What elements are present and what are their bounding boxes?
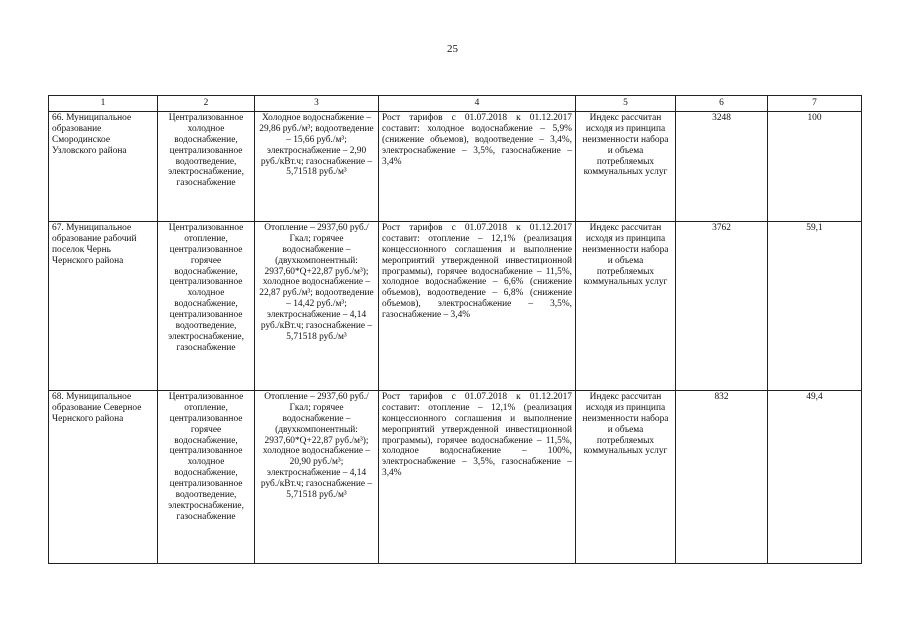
table-row <box>49 390 862 563</box>
row-number: 67. <box>52 222 64 233</box>
tariffs-cell: Отопление – 2937,60 руб./Гкал; горячее водоснабжение – (двухкомпонентный: 2937,60*Q+22,87 руб./м³); холодное водоснабжение – 22,87 руб./м³; водоотведение – 14,42 руб./м³; электроснабжение – 4,14 руб./кВт.ч; газоснабжение – 5,71518 руб./м³ <box>255 221 379 390</box>
services-cell: Централизованное отопление, централизованное горячее водоснабжение, централизованное холодное водоснабжение, централизованное водоотведение, электроснабжение, газоснабжение <box>158 390 255 563</box>
column-header-1: 1 <box>49 96 158 112</box>
table-row <box>49 111 862 221</box>
index-note-cell: Индекс рассчитан исходя из принципа неизменности набора и объема потребляемых коммунальных услуг <box>576 221 676 390</box>
value-cell-7: 100 <box>768 111 862 221</box>
municipality-name: Муниципальное образование рабочий поселок Чернь Чернского района <box>52 222 137 266</box>
municipality-name: Муниципальное образование Смородинское Узловского района <box>52 112 132 156</box>
value-cell-6: 3762 <box>676 221 768 390</box>
column-header-2: 2 <box>158 96 255 112</box>
row-number: 68. <box>52 391 64 402</box>
index-note-cell: Индекс рассчитан исходя из принципа неизменности набора и объема потребляемых коммунальных услуг <box>576 390 676 563</box>
value-cell-7: 59,1 <box>768 221 862 390</box>
page-number: 25 <box>447 43 458 55</box>
tariff-table <box>48 95 862 564</box>
municipality-name: Муниципальное образование Северное Чернского района <box>52 391 142 424</box>
municipality-cell <box>49 221 158 390</box>
column-header-4: 4 <box>379 96 576 112</box>
column-header-5: 5 <box>576 96 676 112</box>
services-cell: Централизованное отопление, централизованное горячее водоснабжение, централизованное холодное водоснабжение, централизованное водоотведение, электроснабжение, газоснабжение <box>158 221 255 390</box>
column-header-7: 7 <box>768 96 862 112</box>
table-row <box>49 221 862 390</box>
services-cell: Централизованное холодное водоснабжение, централизованное водоотведение, электроснабжение, газоснабжение <box>158 111 255 221</box>
growth-cell: Рост тарифов с 01.07.2018 к 01.12.2017 составит: отопление – 12,1% (реализация концессионного соглашения и выполнение мероприятий утвержденной инвестиционной программы), горячее водоснабжение – 11,5%, холодное водоснабжение – 100%, электроснабжение – 3,5%, газоснабжение – 3,4% <box>379 390 576 563</box>
growth-cell: Рост тарифов с 01.07.2018 к 01.12.2017 составит: отопление – 12,1% (реализация концессионного соглашения и выполнение мероприятий утвержденной инвестиционной программы), горячее водоснабжение – 11,5%, холодное водоснабжение – 6,6% (снижение объемов), водоотведение – 6,8% (снижение объемов), электроснабжение – 3,5%, газоснабжение – 3,4% <box>379 221 576 390</box>
tariffs-cell: Холодное водоснабжение – 29,86 руб./м³; водоотведение – 15,66 руб./м³; электроснабжение – 2,90 руб./кВт.ч; газоснабжение – 5,71518 руб./м³ <box>255 111 379 221</box>
tariffs-cell: Отопление – 2937,60 руб./Гкал; горячее водоснабжение – (двухкомпонентный: 2937,60*Q+22,87 руб./м³); холодное водоснабжение – 20,90 руб./м³; электроснабжение – 4,14 руб./кВт.ч; газоснабжение – 5,71518 руб./м³ <box>255 390 379 563</box>
municipality-cell <box>49 111 158 221</box>
index-note-cell: Индекс рассчитан исходя из принципа неизменности набора и объема потребляемых коммунальных услуг <box>576 111 676 221</box>
growth-cell: Рост тарифов с 01.07.2018 к 01.12.2017 составит: холодное водоснабжение – 5,9% (снижение объемов), водоотведение – 3,4%, электроснабжение – 3,5%, газоснабжение – 3,4% <box>379 111 576 221</box>
value-cell-6: 832 <box>676 390 768 563</box>
value-cell-7: 49,4 <box>768 390 862 563</box>
municipality-cell <box>49 390 158 563</box>
value-cell-6: 3248 <box>676 111 768 221</box>
table-header-row <box>49 96 862 112</box>
column-header-3: 3 <box>255 96 379 112</box>
row-number: 66. <box>52 112 64 123</box>
column-header-6: 6 <box>676 96 768 112</box>
